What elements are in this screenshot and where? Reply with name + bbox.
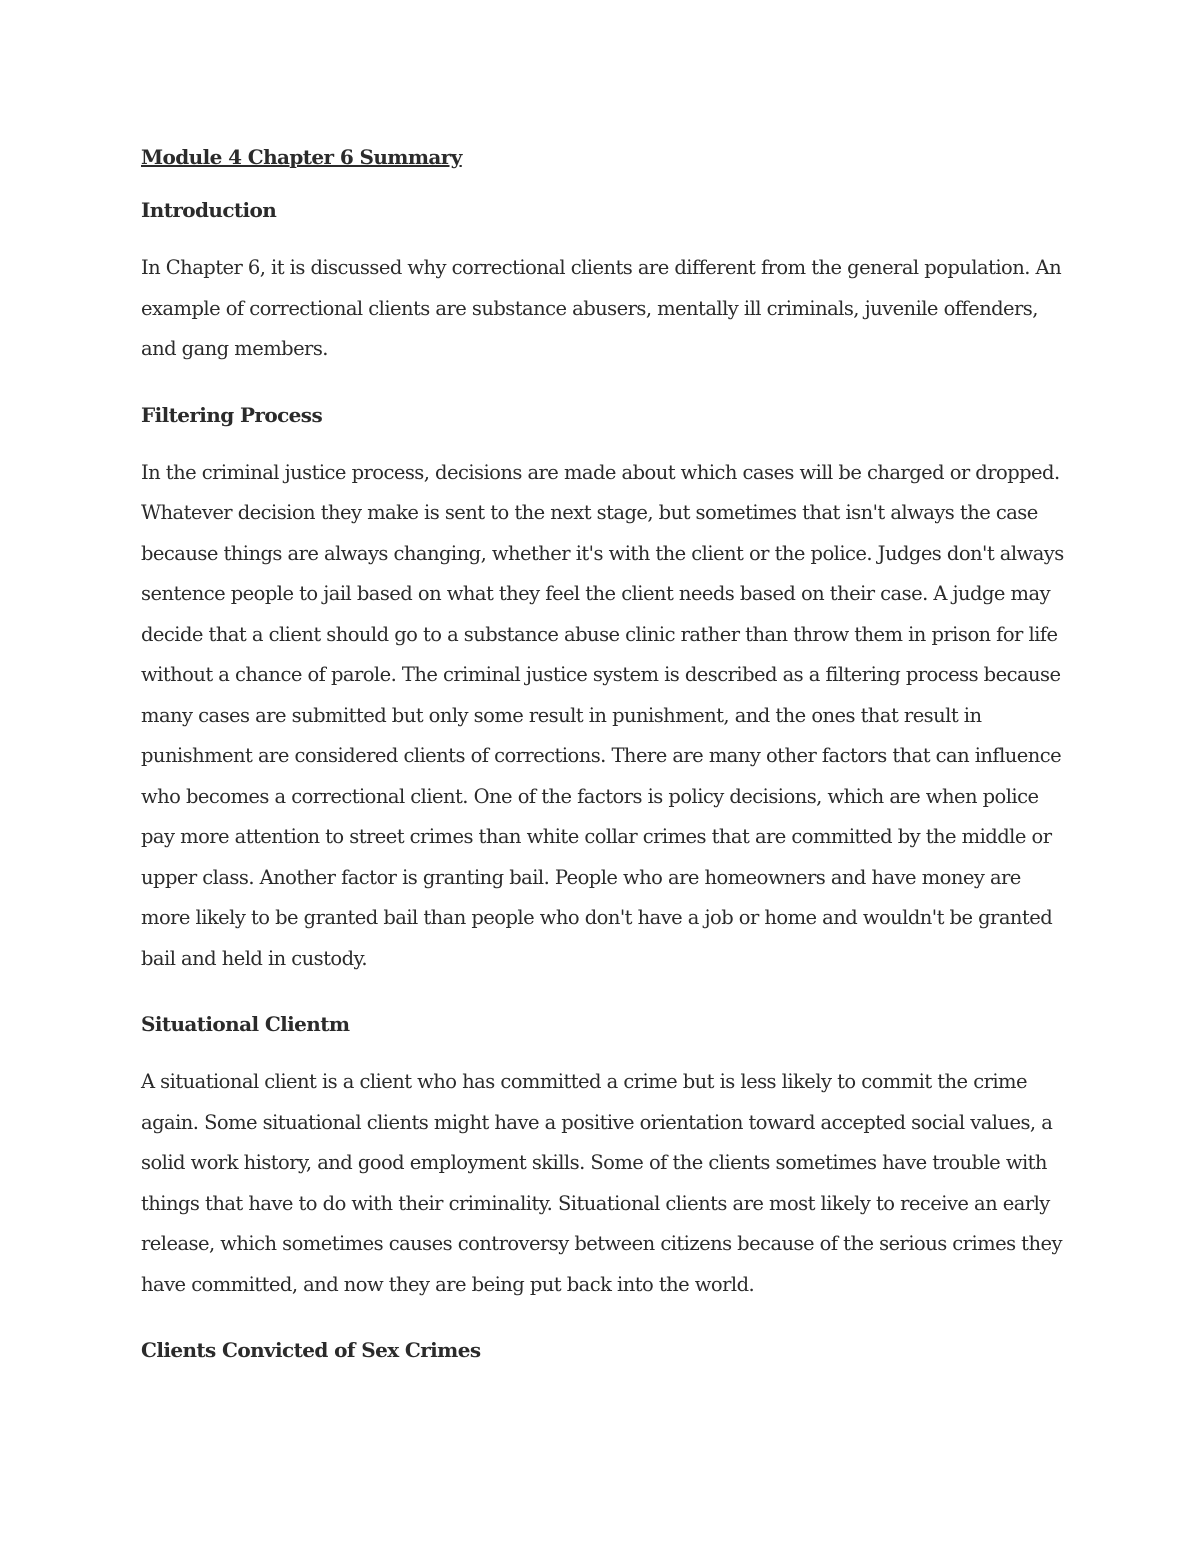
- section-body-situational-client: A situational client is a client who has committed a crime but is less likely to commit the crime again. Some situational clients might have a positive orientation toward accepted social values, a solid work history, and good employment skills. Some of the clients sometimes have trouble with things that have to do with their criminality. Situational clients are most likely to receive an early release, which sometimes causes controversy between citizens because of the serious crimes they have committed, and now they are being put back into the world.: [141, 1070, 1062, 1296]
- section-heading-sex-crimes: Clients Convicted of Sex Crimes: [141, 1338, 481, 1362]
- spacer: [141, 979, 1066, 1008]
- section-heading-introduction: Introduction: [141, 198, 277, 222]
- section-body-introduction: In Chapter 6, it is discussed why correctional clients are different from the general population. An example of correctional clients are substance abusers, mentally ill criminals, juvenile offenders, and gang members.: [141, 256, 1062, 360]
- section-heading-situational-client: Situational Clientm: [141, 1012, 350, 1036]
- document-content: [141, 141, 1066, 1366]
- spacer: [141, 1040, 1066, 1062]
- spacer: [141, 370, 1066, 399]
- spacer: [141, 431, 1066, 453]
- spacer: [141, 1305, 1066, 1334]
- spacer: [141, 173, 1066, 194]
- document-title: Module 4 Chapter 6 Summary: [141, 145, 462, 169]
- spacer: [141, 226, 1066, 248]
- section-heading-filtering-process: Filtering Process: [141, 402, 323, 427]
- section-body-filtering-process: In the criminal justice process, decisions are made about which cases will be charged or dropped. Whatever decision they make is sent to the next stage, but sometimes that isn't always the case because things are always changing, whether it's with the client or the police. Judges don't always sentence people to jail based on what they feel the client needs based on their case. A judge may decide that a client should go to a substance abuse clinic rather than throw them in prison for life without a chance of parole. The criminal justice system is described as a filtering process because many cases are submitted but only some result in punishment, and the ones that result in punishment are considered clients of corrections. There are many other factors that can influence who becomes a correctional client. One of the factors is policy decisions, which are when police pay more attention to street crimes than white collar crimes that are committed by the middle or upper class. Another factor is granting bail. People who are homeowners and have money are more likely to be granted bail than people who don't have a job or home and wouldn't be granted bail and held in custody.: [141, 460, 1064, 970]
